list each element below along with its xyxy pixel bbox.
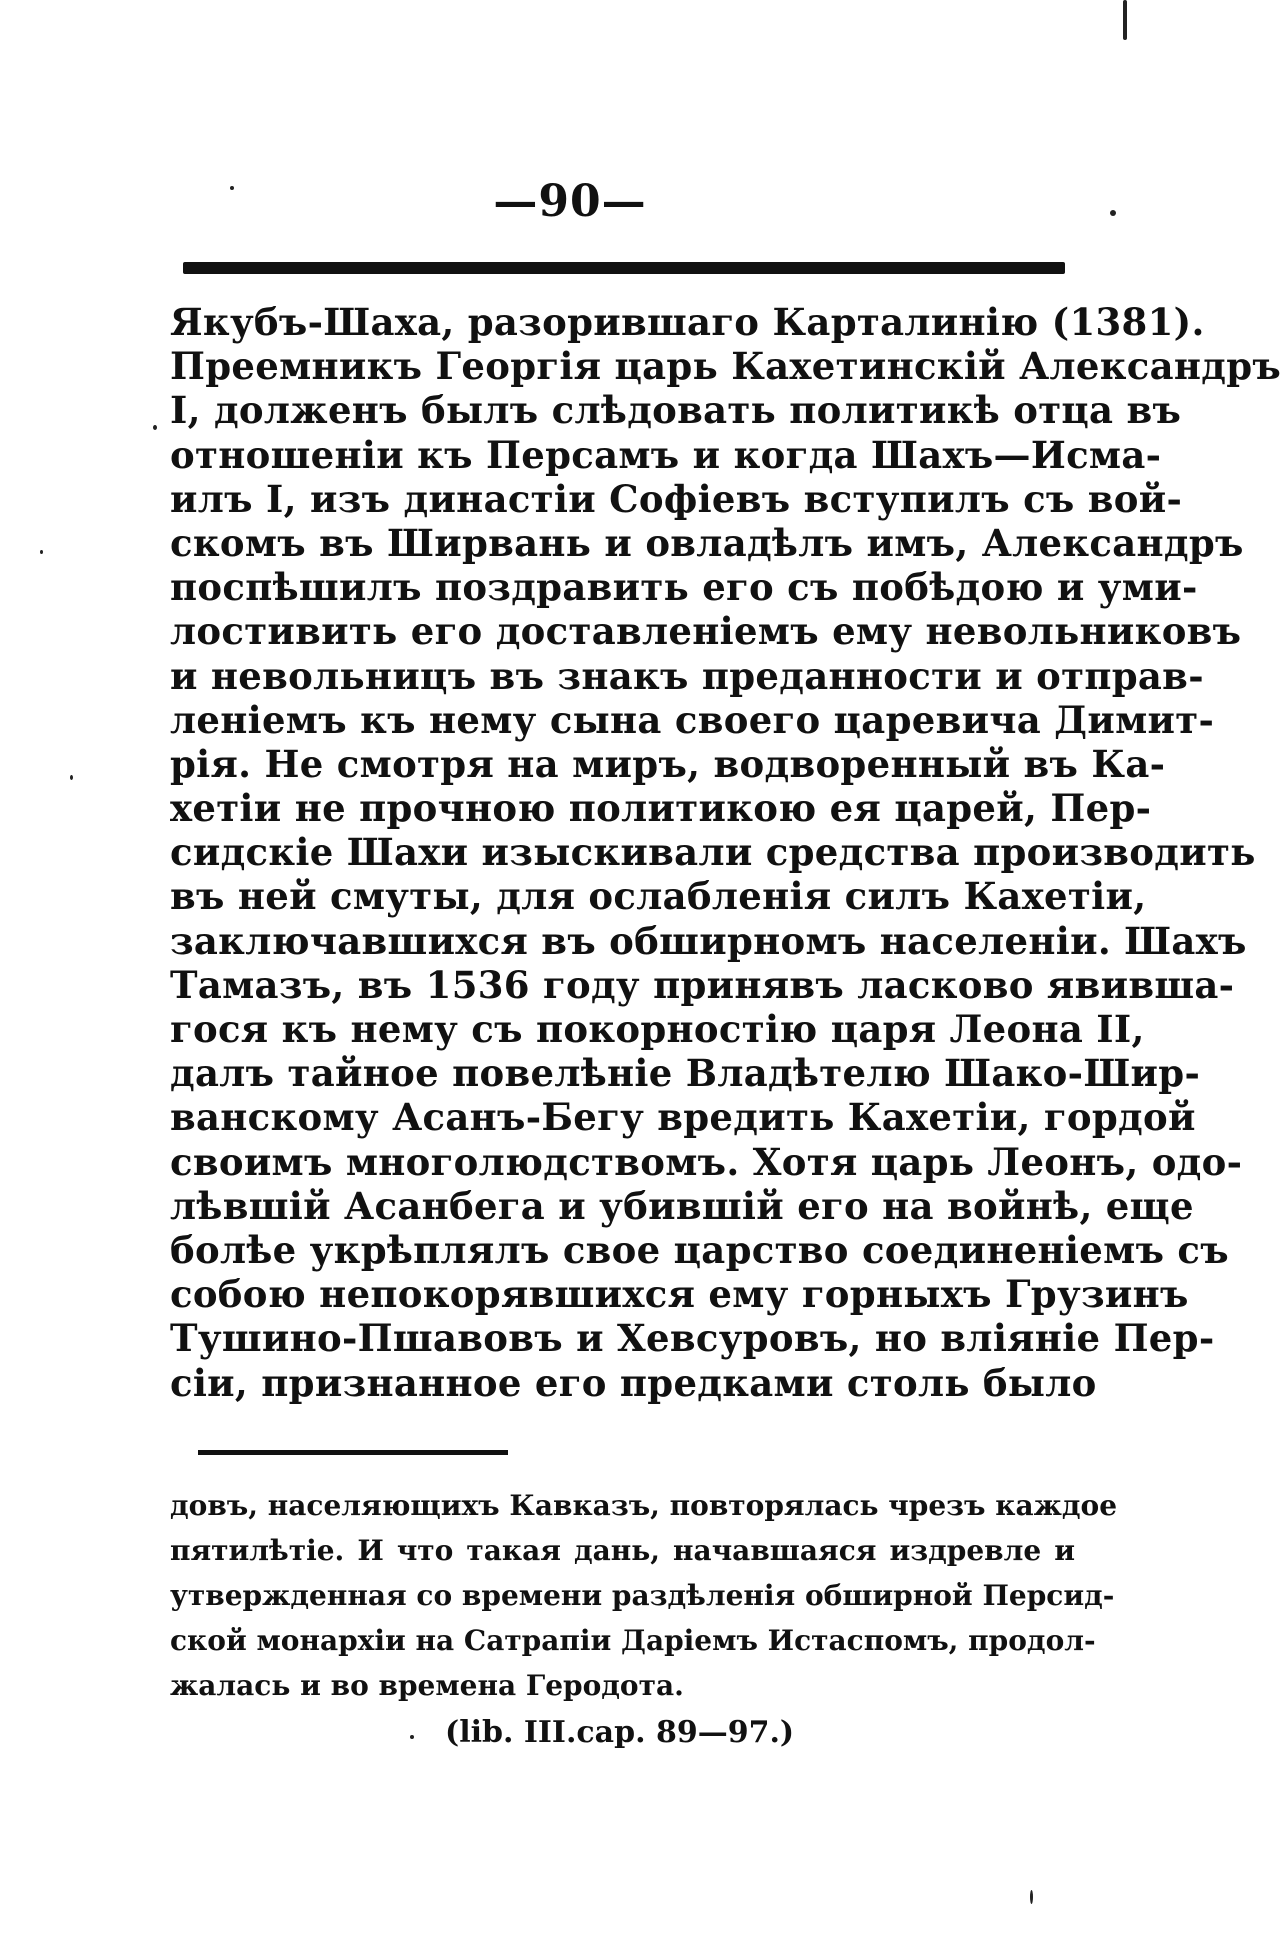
text-line: сидскіе Шахи изыскивали средства производить — [170, 830, 1256, 875]
text-line: поспѣшилъ поздравить его съ побѣдою и уми- — [170, 565, 1198, 610]
footnote-rule — [198, 1450, 508, 1455]
text-line: илъ I, изъ династіи Софіевъ вступилъ съ вой- — [170, 476, 1183, 521]
scan-speck — [410, 1735, 414, 1739]
text-line: отношеніи къ Персамъ и когда Шахъ—Исма- — [170, 432, 1162, 477]
scan-speck — [1123, 0, 1127, 40]
text-line: и невольницъ въ знакъ преданности и отправ- — [170, 653, 1204, 698]
text-line: Тушино-Пшавовъ и Хевсуровъ, но вліяніе Пер- — [170, 1316, 1215, 1361]
text-line: Преемникъ Георгія царь Кахетинскій Александръ — [170, 344, 1281, 389]
text-line: I, долженъ былъ слѣдовать политикѣ отца въ — [170, 388, 1182, 433]
text-line: Тамазъ, въ 1536 году принявъ ласково явивша- — [170, 962, 1235, 1007]
text-line: болѣе укрѣплялъ свое царство соединеніемъ съ — [170, 1227, 1229, 1272]
text-line: лѣвшій Асанбега и убившій его на войнѣ, еще — [170, 1183, 1194, 1228]
text-line: гося къ нему съ покорностію царя Леона II, — [170, 1007, 1145, 1051]
footnote-line: утвержденная со времени раздѣленія обширной Персид- — [170, 1579, 1115, 1612]
text-line: ванскому Асанъ-Бегу вредить Кахетіи, гордой — [170, 1095, 1196, 1140]
header-rule — [183, 262, 1065, 274]
footnote-line: жалась и во времена Геродота. — [170, 1669, 684, 1702]
text-line: хетіи не прочною политикою ея царей, Пер- — [170, 786, 1152, 831]
footnote-block — [170, 1483, 1118, 1708]
scan-speck — [153, 425, 157, 430]
text-line: далъ тайное повелѣніе Владѣтелю Шако-Шир- — [170, 1051, 1201, 1096]
main-text-block — [170, 300, 1281, 1405]
footnote-line: пятилѣтіе. И что такая дань, начавшаяся издревле и — [170, 1534, 1075, 1567]
text-line: своимъ многолюдствомъ. Хотя царь Леонъ, одо- — [170, 1139, 1243, 1184]
text-line: собою непокорявшихся ему горныхъ Грузинъ — [170, 1272, 1189, 1317]
footnote-line: ской монархіи на Сатрапіи Даріемъ Истаспомъ, продол- — [170, 1624, 1096, 1657]
scan-speck — [230, 186, 234, 190]
text-line: леніемъ къ нему сына своего царевича Димит- — [170, 697, 1215, 742]
scan-speck — [1030, 1890, 1033, 1904]
footnote-line: довъ, населяющихъ Кавказъ, повторялась чрезъ каждое — [170, 1489, 1118, 1522]
scan-speck — [40, 550, 43, 554]
text-line: заключавшихся въ обширномъ населеніи. Шахъ — [170, 918, 1247, 963]
scan-speck — [1110, 210, 1116, 216]
text-line: рія. Не смотря на миръ, водворенный въ Ка- — [170, 741, 1166, 786]
text-line: Якубъ-Шаха, разорившаго Карталинію (1381). — [170, 300, 1205, 344]
page-number: —90— — [493, 176, 647, 227]
text-line: въ ней смуты, для ослабленія силъ Кахетіи, — [170, 874, 1147, 919]
text-line: лостивить его доставленіемъ ему невольниковъ — [170, 609, 1242, 654]
footnote-citation: (lib. III.cap. 89—97.) — [445, 1715, 795, 1750]
text-line: скомъ въ Ширвань и овладѣлъ имъ, Александръ — [170, 520, 1244, 565]
text-line: сіи, признанное его предками столь было — [170, 1360, 1097, 1405]
scan-speck — [70, 775, 73, 780]
